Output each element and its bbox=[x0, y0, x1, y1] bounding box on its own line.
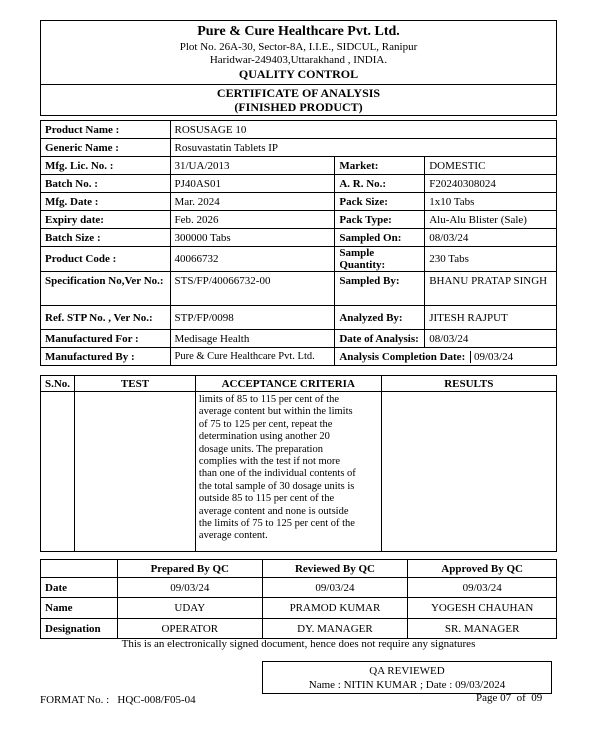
analyzed-by-label: Analyzed By: bbox=[335, 306, 425, 330]
criteria-line: the limits of 75 to 125 per cent of the bbox=[198, 518, 355, 530]
batch-no-label: Batch No. : bbox=[41, 175, 171, 193]
prepared-date: 09/03/24 bbox=[117, 578, 262, 598]
company-address-2: Haridwar-249403,Uttarakhand , INDIA. bbox=[209, 54, 388, 66]
batch-size-label: Batch Size : bbox=[41, 229, 171, 247]
generic-name-value: Rosuvastatin Tablets IP bbox=[170, 139, 557, 157]
reviewed-by-header: Reviewed By QC bbox=[262, 560, 408, 578]
batch-no-value: PJ40AS01 bbox=[170, 175, 335, 193]
mfg-lic-label: Mfg. Lic. No. : bbox=[41, 157, 171, 175]
results-table bbox=[40, 375, 557, 552]
criteria-line: outside 85 to 115 per cent of the bbox=[198, 493, 335, 505]
sampled-by-label: Sampled By: bbox=[335, 272, 425, 306]
doc-title: CERTIFICATE OF ANALYSIS bbox=[216, 86, 381, 100]
page-number: Page 07 of 09 bbox=[476, 692, 543, 704]
mfg-date-value: Mar. 2024 bbox=[170, 193, 335, 211]
mfd-by-value: Pure & Cure Healthcare Pvt. Ltd. bbox=[170, 348, 335, 366]
pack-size-label: Pack Size: bbox=[335, 193, 425, 211]
market-value: DOMESTIC bbox=[425, 157, 557, 175]
criteria-line: than one of the individual contents of bbox=[198, 468, 356, 480]
analyzed-by-value: JITESH RAJPUT bbox=[425, 306, 557, 330]
acd-cell bbox=[335, 348, 557, 366]
sampled-on-label: Sampled On: bbox=[335, 229, 425, 247]
sampled-on-value: 08/03/24 bbox=[425, 229, 557, 247]
reviewed-designation: DY. MANAGER bbox=[262, 619, 408, 639]
criteria-line: of 75 to 125 per cent, repeat the bbox=[198, 418, 333, 430]
header-divider bbox=[41, 84, 556, 85]
criteria-line: average content and none is outside bbox=[198, 505, 349, 517]
reviewed-date: 09/03/24 bbox=[262, 578, 408, 598]
test-cell bbox=[75, 392, 196, 552]
acd-value: 09/03/24 bbox=[470, 351, 513, 363]
signoff-corner bbox=[41, 560, 118, 578]
spec-label: Specification No,Ver No.: bbox=[41, 272, 171, 306]
ar-no-label: A. R. No.: bbox=[335, 175, 425, 193]
company-name: Pure & Cure Healthcare Pvt. Ltd. bbox=[197, 24, 400, 39]
col-sno-header: S.No. bbox=[41, 376, 75, 392]
criteria-line: dosage units. The preparation bbox=[198, 443, 323, 455]
electronic-signature-note: This is an electronically signed document, hence does not require any signatures bbox=[121, 638, 476, 650]
product-code-label: Product Code : bbox=[41, 247, 171, 272]
signoff-table bbox=[40, 559, 557, 639]
sampled-by-value: BHANU PRATAP SINGH bbox=[425, 272, 557, 306]
qa-reviewed-name: Name : NITIN KUMAR ; Date : 09/03/2024 bbox=[308, 679, 506, 691]
ref-stp-value: STP/FP/0098 bbox=[170, 306, 335, 330]
product-code-value: 40066732 bbox=[170, 247, 335, 272]
approved-date: 09/03/24 bbox=[408, 578, 557, 598]
approved-name: YOGESH CHAUHAN bbox=[408, 598, 557, 619]
col-criteria-header: ACCEPTANCE CRITERIA bbox=[195, 376, 381, 392]
acd-label: Analysis Completion Date: bbox=[339, 350, 466, 363]
sample-qty-label: Sample Quantity: bbox=[335, 247, 425, 272]
format-number: FORMAT No. : HQC-008/F05-04 bbox=[40, 694, 196, 706]
ref-stp-label: Ref. STP No. , Ver No.: bbox=[41, 306, 171, 330]
product-name-value: ROSUSAGE 10 bbox=[170, 121, 557, 139]
qa-reviewed-stamp bbox=[262, 661, 552, 694]
product-name-label: Product Name : bbox=[41, 121, 171, 139]
criteria-line: the total sample of 30 dosage units is bbox=[198, 480, 355, 492]
pack-type-value: Alu-Alu Blister (Sale) bbox=[425, 211, 557, 229]
generic-name-label: Generic Name : bbox=[41, 139, 171, 157]
name-row-label: Name bbox=[41, 598, 118, 619]
batch-size-value: 300000 Tabs bbox=[170, 229, 335, 247]
prepared-by-header: Prepared By QC bbox=[117, 560, 262, 578]
sample-qty-value: 230 Tabs bbox=[425, 247, 557, 272]
qa-reviewed-title: QA REVIEWED bbox=[369, 665, 445, 677]
results-cell bbox=[381, 392, 556, 552]
approved-designation: SR. MANAGER bbox=[408, 619, 557, 639]
prepared-name: UDAY bbox=[117, 598, 262, 619]
header-box bbox=[40, 20, 557, 116]
reviewed-name: PRAMOD KUMAR bbox=[262, 598, 408, 619]
mfd-by-label: Manufactured By : bbox=[41, 348, 171, 366]
product-details-table bbox=[40, 120, 557, 366]
spec-value: STS/FP/40066732-00 bbox=[170, 272, 335, 306]
doa-value: 08/03/24 bbox=[425, 330, 557, 348]
doa-label: Date of Analysis: bbox=[335, 330, 425, 348]
col-test-header: TEST bbox=[75, 376, 196, 392]
col-results-header: RESULTS bbox=[381, 376, 556, 392]
doc-subtitle: (FINISHED PRODUCT) bbox=[234, 100, 363, 114]
mfg-date-label: Mfg. Date : bbox=[41, 193, 171, 211]
sno-cell bbox=[41, 392, 75, 552]
mfd-for-label: Manufactured For : bbox=[41, 330, 171, 348]
ar-no-value: F20240308024 bbox=[425, 175, 557, 193]
expiry-label: Expiry date: bbox=[41, 211, 171, 229]
market-label: Market: bbox=[335, 157, 425, 175]
expiry-value: Feb. 2026 bbox=[170, 211, 335, 229]
criteria-cell bbox=[195, 392, 381, 552]
pack-type-label: Pack Type: bbox=[335, 211, 425, 229]
criteria-line: average content but within the limits bbox=[198, 406, 353, 418]
mfg-lic-value: 31/UA/2013 bbox=[170, 157, 335, 175]
department-title: QUALITY CONTROL bbox=[238, 67, 359, 81]
prepared-designation: OPERATOR bbox=[117, 619, 262, 639]
designation-row-label: Designation bbox=[41, 619, 118, 639]
criteria-line: determination using another 20 bbox=[198, 431, 330, 443]
pack-size-value: 1x10 Tabs bbox=[425, 193, 557, 211]
mfd-for-value: Medisage Health bbox=[170, 330, 335, 348]
criteria-line: complies with the test if not more bbox=[198, 456, 341, 468]
company-address-1: Plot No. 26A-30, Sector-8A, I.I.E., SIDCUL, Ranipur bbox=[179, 41, 418, 53]
approved-by-header: Approved By QC bbox=[408, 560, 557, 578]
criteria-line: average content. bbox=[198, 530, 268, 542]
date-row-label: Date bbox=[41, 578, 118, 598]
criteria-line: limits of 85 to 115 per cent of the bbox=[198, 394, 340, 405]
